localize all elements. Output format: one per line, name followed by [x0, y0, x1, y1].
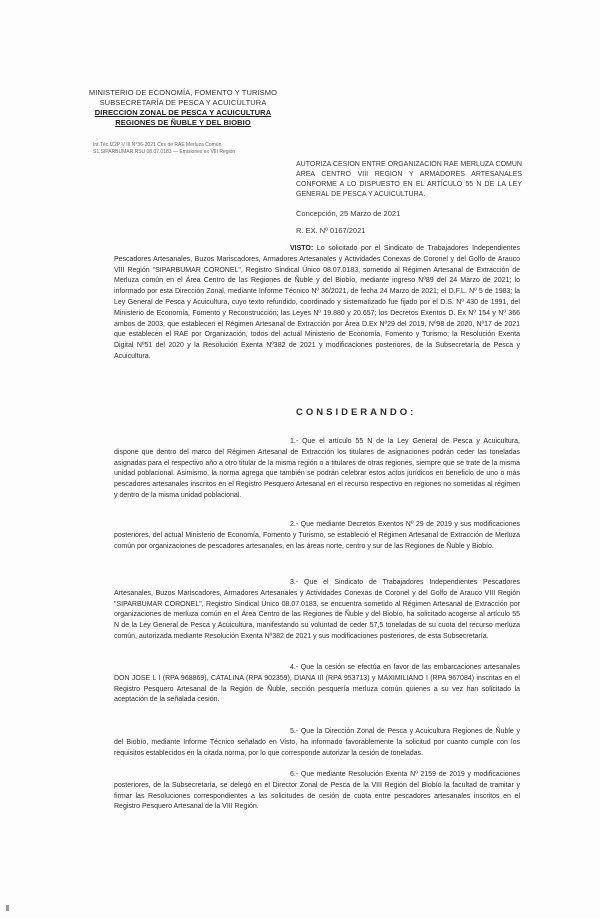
considerando-heading: CONSIDERANDO:	[296, 407, 417, 418]
considerando-5	[114, 727, 520, 759]
ministry-name: MINISTERIO DE ECONOMÍA, FOMENTO Y TURISMO	[88, 88, 278, 97]
internal-reference	[93, 142, 303, 156]
considerando-3	[114, 578, 520, 643]
reference-line-1: Int.Téc.IZ2P V III N°36-2021 Ces de RAE Merluza Común	[93, 142, 222, 148]
considerando-5-text: 5.- Que la Dirección Zonal de Pesca y Acuicultura Regiones de Ñuble y del Biobío, mediante Informe Técnico señalado en Visto, ha informado favorablemente la solicitud por cuanto cumple con los requisitos establecidos en la citada norma, por lo que corresponde autorizar la cesión de toneladas.	[114, 728, 520, 757]
considerando-6-text: 6.- Que mediante Resolución Exenta Nº 2159 de 2019 y modificaciones posteriores, de la Subsecretaría, se delegó en el Director Zonal de Pesca de la VIII Región del Biobío la facultad de tramitar y firmar las Resoluciones correspondientes a las solicitudes de cesión de cuota entre pescadores artesanales inscritos en el Registro Pesquero Artesanal de la VIII Región.	[114, 771, 520, 811]
zonal-office-name: DIRECCION ZONAL DE PESCA Y ACUICULTURA	[94, 108, 272, 117]
visto-text: Lo solicitado por el Sindicato de Trabajadores Independientes Pescadores Artesanales, Buzos Mariscadores, Armadores Artesanales y Actividades Conexas de Coronel y del Golfo de Arauco VIII Región "SIPARBUMAR CORONEL", Registro Sindical Único 08.07.0183, sometido al Régimen Artesanal de Extracción de Merluza común en el Área Centro de las Regiones de Ñuble y del Biobío, mediante ingreso Nº89 del 24 Marzo de 2021; lo informado por esta Dirección Zonal, mediante Informe Técnico Nº 36/2021, de fecha 24 Marzo de 2021; el D.F.L. Nº 5 de 1983; la Ley General de Pesca y Acuicultura, cuyo texto refundido, coordinado y sistematizado fue fijado por el D.S. Nº 430 de 1991, del Ministerio de Economía, Fomento y Reconstrucción; las Leyes Nº 19.880 y 20.657; los Decretos Exentos D. Ex Nº 154 y Nº 366 ambos de 2003, que establecen el Régimen Artesanal de Extracción por Área D.Ex Nº29 del 2019, Nº98 de 2020, Nº17 de 2021 que establecen el RAE por Organización, todos del actual Ministerio de Economía, Fomento y Turismo; la Resolución Exenta Digital Nº51 del 2020 y la Resolución Exenta Nº382 de 2021 y modificaciones posteriores, de la Subsecretaría de Pesca y Acuicultura.	[114, 245, 520, 360]
considerando-1-text: 1.- Que el artículo 55 N de la Ley General de Pesca y Acuicultura, dispone que dentro del marco del Régimen Artesanal de Extracción los titulares de asignaciones podrán ceder las toneladas asignadas para el respectivo año a otro titular de la misma región o a titulares de otras regiones, siempre que se trate de la misma unidad poblacional. Asimismo, la norma agrega que también se podrán celebrar estos actos jurídicos en beneficio de uno o más pescadores artesanales inscritos en el Registro Pesquero Artesanal en el recurso respectivo en regiones no sometidas al régimen y dentro de la misma unidad poblacional.	[114, 438, 520, 499]
considerando-2-text: 2.- Que mediante Decretos Exentos Nº 29 de 2019 y sus modificaciones posteriores, del actual Ministerio de Economía, Fomento y Turismo, se estableció el Régimen Artesanal de Extracción de Merluza común por organizaciones de pescadores artesanales, en las áreas norte, centro y sur de las Regiones de Ñuble y Biobío.	[114, 521, 520, 550]
resolution-number: R. EX. Nº 0167/2021	[296, 226, 366, 235]
resolution-subject: AUTORIZA CESION ENTRE ORGANIZACION RAE MERLUZA COMUN AREA CENTRO VIII REGION Y ARMADORES ARTESANALES CONFORME A LO DISPUESTO EN EL ARTÍCULO 55 N DE LA LEY GENERAL DE PESCA Y ACUICULTURA.	[296, 161, 522, 198]
scan-edge-mark	[6, 905, 9, 911]
visto-label: VISTO:	[290, 245, 314, 252]
letterhead	[88, 88, 278, 128]
considerando-4	[114, 663, 520, 706]
regions-name: REGIONES DE ÑUBLE Y DEL BIOBIO	[115, 118, 251, 127]
date-line: Concepción, 25 Marzo de 2021	[296, 209, 401, 218]
reference-line-2: S1.SIPARBUMAR.RSU 08.07.0183 — Emisiones ex VIII Región	[93, 149, 236, 155]
considerando-4-text: 4.- Que la cesión se efectúa en favor de las embarcaciones artesanales DON JOSE L I (RPA 968869), CATALINA (RPA 902359), DIANA III (RPA 953713) y MAXIMILIANO I (RPA 967084) inscritas en el Registro Pesquero Artesanal de la Región de Ñuble, sección pesquería merluza común quienes a su vez han solicitado la aceptación de la señalada cesión.	[114, 664, 520, 704]
considerando-1	[114, 437, 520, 502]
visto-paragraph	[114, 244, 520, 363]
undersecretariat-name: SUBSECRETARÍA DE PESCA Y ACUICULTURA	[99, 98, 267, 107]
considerando-6	[114, 770, 520, 813]
considerando-3-text: 3.- Que el Sindicato de Trabajadores Independientes Pescadores Artesanales, Buzos Mariscadores, Armadores Artesanales y Actividades Conexas de Coronel y del Golfo de Arauco VIII Región "SIPARBUMAR CORONEL", Registro Sindical Único 08.07.0183, se encuentra sometido al Régimen Artesanal de Extracción por organizaciones de merluza común en el Área Centro de las Regiones de Ñuble y del Biobío, ha solicitado acogerse al artículo 55 N de la Ley General de Pesca y Acuicultura, manifestando su voluntad de ceder 57,5 toneladas de su cuota del recurso merluza común, autorizada mediante Resolución Exenta Nº382 de 2021 y sus modificaciones posteriores, de esta Subsecretaría.	[114, 579, 520, 640]
considerando-2	[114, 520, 520, 552]
